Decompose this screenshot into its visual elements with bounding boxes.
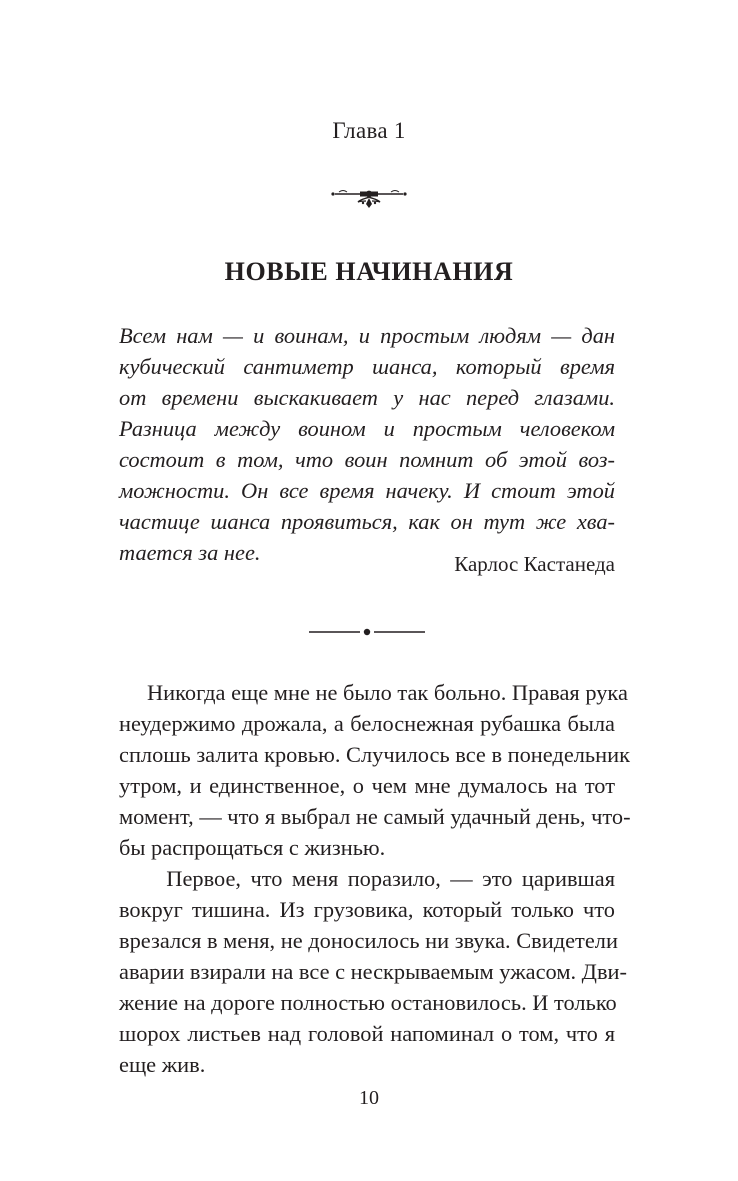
body-line: аварии взирали на все с нескрываемым ужасом. Дви- <box>119 959 627 984</box>
body-line: Первое, что меня поразило, — это царившая <box>119 866 615 891</box>
epigraph-line: частице шанса проявиться, как он тут же хва- <box>119 509 615 534</box>
ornament-divider-icon <box>307 624 427 640</box>
body-line: жение на дороге полностью остановилось. И только <box>119 990 617 1015</box>
page-number: 10 <box>359 1087 379 1109</box>
epigraph-line: состоит в том, что воин помнит об этой воз- <box>119 447 615 472</box>
ornament-flourish-icon <box>329 182 409 212</box>
body-line: момент, — что я выбрал не самый удачный день, что- <box>119 804 631 829</box>
body-line: шорох листьев над головой напоминал о том, что я <box>119 1021 615 1046</box>
body-line: Никогда еще мне не было так больно. Правая рука <box>119 680 628 705</box>
epigraph-author: Карлос Кастанеда <box>454 552 615 576</box>
body-text <box>119 677 631 1080</box>
body-line: еще жив. <box>119 1052 206 1077</box>
epigraph-line: можности. Он все время начеку. И стоит этой <box>119 478 615 503</box>
paragraph-2 <box>119 863 627 1080</box>
chapter-label: Глава 1 <box>332 118 406 143</box>
body-line: неудержимо дрожала, а белоснежная рубашка была <box>119 711 615 736</box>
body-line: сплошь залита кровью. Случилось все в понедельник <box>119 742 630 767</box>
epigraph <box>119 320 615 568</box>
chapter-title: НОВЫЕ НАЧИНАНИЯ <box>224 257 514 286</box>
epigraph-line: кубический сантиметр шанса, который время <box>119 354 615 379</box>
body-line: врезался в меня, не доносилось ни звука. Свидетели <box>119 928 618 953</box>
body-line: утром, и единственное, о чем мне думалось на тот <box>119 773 615 798</box>
paragraph-1 <box>119 677 631 863</box>
body-line: бы распрощаться с жизнью. <box>119 835 386 860</box>
epigraph-line: Разница между воином и простым человеком <box>119 416 615 441</box>
epigraph-line: тается за нее. <box>119 540 261 565</box>
epigraph-line: Всем нам — и воинам, и простым людям — дан <box>119 323 615 348</box>
body-line: вокруг тишина. Из грузовика, который только что <box>119 897 615 922</box>
epigraph-line: от времени выскакивает у нас перед глазами. <box>119 385 615 410</box>
